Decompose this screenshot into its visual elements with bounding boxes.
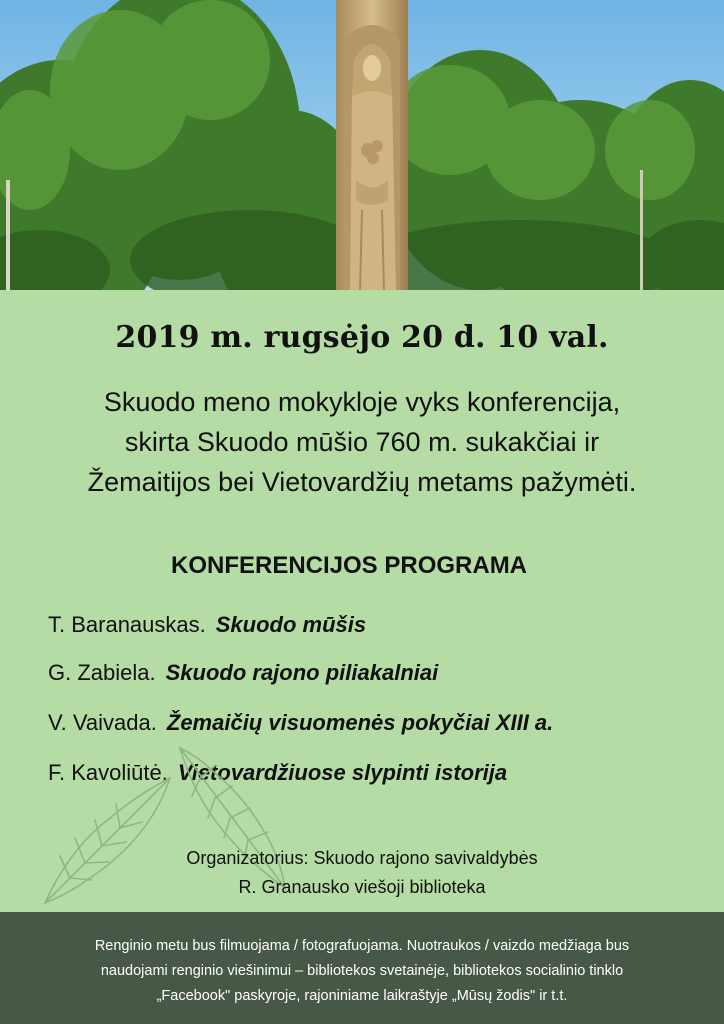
talk-topic: Vietovardžiuose slypinti istorija xyxy=(177,760,508,785)
sculpture-photo xyxy=(0,0,724,290)
talk-topic: Žemaičių visuomenės pokyčiai XIII a. xyxy=(166,710,554,735)
footer-line: Renginio metu bus filmuojama / fotografuojama. Nuotraukos / vaizdo medžiaga bus xyxy=(94,938,630,954)
program-item xyxy=(48,660,438,686)
speaker-name: F. Kavoliūtė. xyxy=(48,760,168,785)
header-photo xyxy=(0,0,724,290)
program-item xyxy=(48,710,553,736)
footer-text xyxy=(20,934,704,1009)
program-title: KONFERENCIJOS PROGRAMA xyxy=(170,552,528,579)
talk-topic: Skuodo rajono piliakalniai xyxy=(165,660,439,685)
event-date: 2019 m. rugsėjo 20 d. 10 val. xyxy=(115,320,609,355)
footer-notice xyxy=(0,912,724,1024)
speaker-name: V. Vaivada. xyxy=(48,710,157,735)
organizer-line: Organizatorius: Skuodo rajono savivaldybės xyxy=(186,848,538,868)
speaker-name: G. Zabiela. xyxy=(48,660,156,685)
event-intro xyxy=(30,382,694,502)
intro-line: Žemaitijos bei Vietovardžių metams pažymėti. xyxy=(87,467,637,497)
talk-topic: Skuodo mūšis xyxy=(215,612,367,637)
footer-line: naudojami renginio viešinimui – bibliotekos svetainėje, bibliotekos socialinio tinklo xyxy=(100,963,624,979)
program-item xyxy=(48,612,366,638)
speaker-name: T. Baranauskas. xyxy=(48,612,206,637)
organizer-block xyxy=(0,844,724,902)
organizer-line: R. Granausko viešoji biblioteka xyxy=(238,877,486,897)
intro-line: Skuodo meno mokykloje vyks konferencija, xyxy=(103,387,621,417)
intro-line: skirta Skuodo mūšio 760 m. sukakčiai ir xyxy=(124,427,600,457)
content-panel xyxy=(0,290,724,912)
footer-line: „Facebook" paskyroje, rajoniniame laikraštyje „Mūsų žodis" ir t.t. xyxy=(156,988,568,1004)
